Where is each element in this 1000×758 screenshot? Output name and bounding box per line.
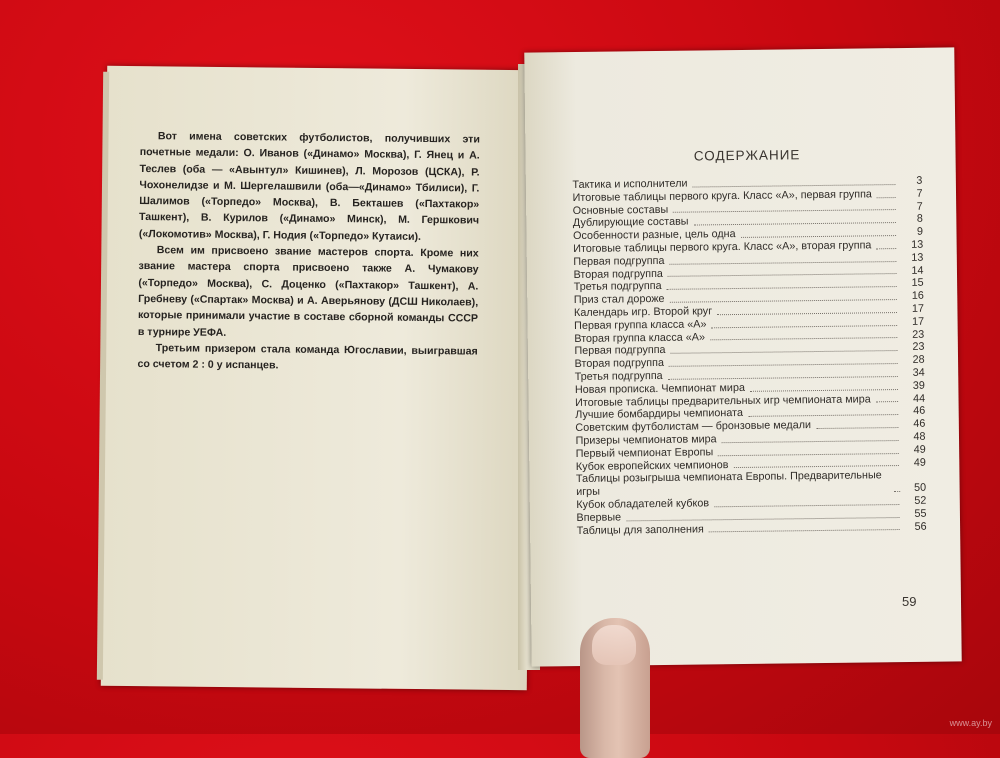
contents-entry-page: 7 — [916, 200, 923, 213]
leader-dots — [671, 350, 898, 354]
contents-entry-page: 34 — [912, 366, 925, 379]
contents-entry-page: 13 — [911, 251, 924, 264]
contents-entry-title: Впервые — [576, 511, 622, 524]
leader-dots — [710, 337, 897, 340]
leader-dots — [717, 312, 897, 315]
leader-dots — [711, 325, 897, 328]
leader-dots — [673, 209, 896, 213]
leader-dots — [669, 363, 898, 367]
leader-dots — [718, 453, 899, 456]
leader-dots — [668, 273, 897, 277]
contents-entry-page: 13 — [911, 238, 924, 251]
paragraph-medalists: Вот имена советских футболистов, получивших эти почетные медали: О. Иванов («Динамо» Москва), Г. Янец и А. Теслев (оба — «Авынтул» Кишинев), Л. Морозов (ЦСКА), Р. Чохонелидзе и М. Шергелашвили (оба—«Динамо» Тбилиси), Г. Шалимов («Торпедо» Москва), В. Бекташев («Пахтакор» Ташкент), В. Курилов («Динамо» Минск), М. Гершкович («Локомотив» Москва), Г. Нодия («Торпедо» Кутаиси). — [138, 130, 480, 243]
leader-dots — [733, 465, 898, 468]
contents-entry-title: Лучшие бомбардиры чемпионата — [575, 407, 744, 422]
contents-entry — [576, 469, 926, 499]
contents-section — [572, 146, 927, 538]
contents-entry-title: Первая подгруппа — [573, 254, 665, 268]
contents-entry-page: 52 — [914, 494, 927, 507]
contents-entry-page: 50 — [914, 481, 927, 494]
contents-entry-page: 17 — [911, 302, 925, 315]
contents-entry-title: Кубок европейских чемпионов — [575, 458, 729, 473]
leader-dots — [667, 286, 897, 290]
contents-entry-title: Основные составы — [572, 203, 669, 217]
contents-entry-title: Таблицы для заполнения — [576, 522, 704, 537]
contents-entry-page: 28 — [912, 353, 925, 367]
contents-entry-title: Дублирующие составы — [572, 215, 689, 230]
leader-dots — [670, 299, 897, 303]
paragraph-third-place: Третьим призером стала команда Югославии, выигравшая со счетом 2 : 0 у испанцев. — [137, 342, 478, 372]
contents-entry-title: Первый чемпионат Европы — [575, 446, 714, 460]
leader-dots — [709, 529, 900, 532]
contents-entry-page: 9 — [916, 225, 924, 238]
leader-dots — [669, 261, 896, 265]
contents-entry-title: Новая прописка. Чемпионат мира — [574, 381, 746, 396]
paragraph-masters: Всем им присвоено звание мастеров спорта. Кроме них звание мастера спорта присвоено также А. Чумакову («Торпедо» Москва), С. Доценко («Пахтакор» Ташкент), А. Гребневу («Спартак» Москва) и А. Аверьянову (ДСШ Николаев), которые принимали участие в составе сборной команды СССР в турнире УЕФА. — [137, 244, 479, 339]
contents-entry-page: 7 — [916, 187, 923, 200]
leader-dots — [750, 389, 898, 392]
contents-entry-page: 49 — [913, 456, 926, 469]
watermark: www.ay.by — [949, 718, 992, 728]
contents-entry-title: Третья подгруппа — [573, 280, 662, 294]
page-number: 59 — [902, 594, 917, 609]
contents-entry-title: Первая подгруппа — [574, 344, 666, 358]
contents-entry-page: 55 — [914, 507, 927, 520]
contents-entry-page: 16 — [911, 289, 924, 303]
fingernail — [592, 625, 636, 665]
contents-entry-page: 14 — [911, 264, 924, 277]
contents-entry-page: 46 — [913, 405, 926, 418]
contents-entry-title: Итоговые таблицы предварительных игр чемпионата мира — [575, 392, 871, 409]
leader-dots — [816, 427, 898, 429]
contents-title: СОДЕРЖАНИЕ — [693, 147, 801, 164]
contents-entry-title: Третья подгруппа — [574, 369, 663, 383]
contents-entry-title: Советским футболистам — бронзовые медали — [575, 419, 812, 435]
contents-entry-title: Особенности разные, цель одна — [572, 228, 736, 243]
contents-entry-page: 17 — [912, 315, 925, 328]
leader-dots — [876, 248, 896, 249]
contents-entry-page: 39 — [912, 379, 925, 392]
leader-dots — [722, 440, 899, 443]
contents-entry-page: 3 — [916, 174, 923, 187]
contents-entry-title: Вторая подгруппа — [573, 267, 663, 281]
leader-dots — [693, 184, 896, 187]
contents-entry-page: 49 — [913, 443, 926, 456]
leader-dots — [741, 235, 896, 238]
leader-dots — [748, 414, 898, 417]
leader-dots — [694, 222, 896, 225]
contents-entry-page: 23 — [912, 341, 925, 354]
contents-entry-page: 56 — [914, 520, 927, 533]
contents-entry-page: 8 — [916, 213, 923, 226]
contents-entry-page: 44 — [912, 392, 926, 405]
left-page-text — [137, 128, 480, 376]
contents-entry-title: Кубок обладателей кубков — [576, 497, 710, 511]
leader-dots — [876, 401, 898, 402]
leader-dots — [714, 504, 899, 507]
contents-entry-page: 15 — [911, 277, 924, 290]
contents-entry-page: 23 — [912, 328, 925, 341]
contents-entry-title: Тактика и исполнители — [572, 177, 688, 191]
contents-entry-page: 46 — [913, 417, 926, 430]
contents-entry-title: Таблицы розыгрыша чемпионата Европы. Предварительные игры — [575, 469, 882, 499]
contents-entry-title: Итоговые таблицы первого круга. Класс «А», вторая группа — [573, 239, 872, 255]
contents-entry-title: Итоговые таблицы первого круга. Класс «А», первая группа — [572, 188, 872, 204]
contents-entry-title: Календарь игр. Второй круг — [573, 305, 713, 319]
contents-entry-title: Первая группа класса «А» — [574, 318, 707, 332]
contents-list — [572, 175, 926, 538]
contents-entry-title: Призеры чемпионатов мира — [575, 433, 717, 447]
leader-dots — [877, 197, 896, 198]
contents-entry-page: 48 — [913, 430, 926, 443]
contents-entry-title: Вторая подгруппа — [574, 357, 665, 371]
leader-dots — [895, 491, 901, 492]
contents-entry-title: Вторая группа класса «А» — [574, 330, 705, 345]
contents-entry-title: Приз стал дороже — [573, 293, 665, 307]
leader-dots — [668, 376, 898, 380]
